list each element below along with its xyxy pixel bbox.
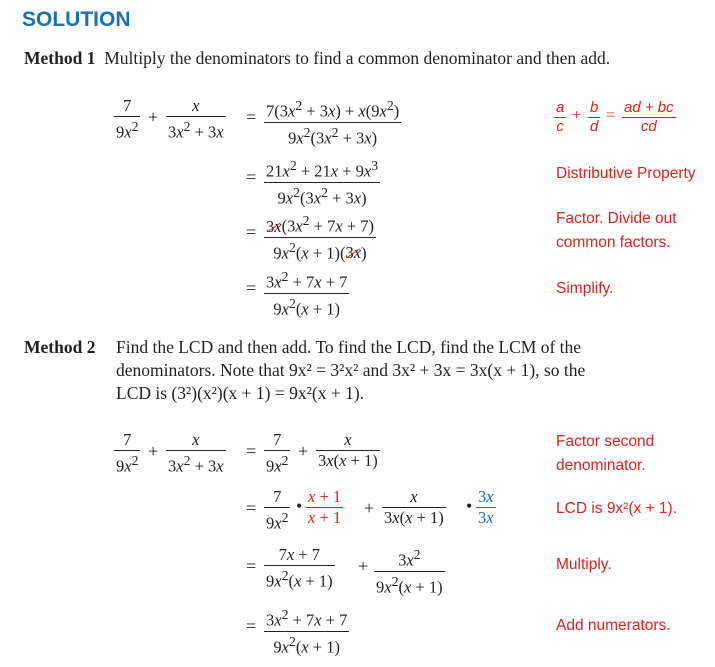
method1-text: Multiply the denominators to find a common denominator and then add. <box>104 48 611 68</box>
equals-sign: = <box>246 167 257 187</box>
m2-frac-3x2-over-lcd: $3x^2$ $9x^2(x + 1)$ <box>376 547 443 596</box>
m2-note-add: Add numerators. <box>556 617 671 634</box>
m2-frac-7-over-9x2-b: 7 $9x^2$ <box>266 430 289 476</box>
m1-note-simplify: Simplify. <box>556 280 614 297</box>
method2-text-line3: LCD is (3²)(x²)(x + 1) = 9x²(x + 1). <box>116 383 365 403</box>
m1-note-distributive: Distributive Property <box>556 165 696 182</box>
rule-frac-a-c: a c <box>556 99 565 135</box>
equals-sign: = <box>246 441 257 461</box>
m2-note-multiply: Multiply. <box>556 556 612 573</box>
plus-sign: + <box>298 441 309 461</box>
rule-equals: = <box>606 107 616 124</box>
m1-step4-fraction: $3x^2 + 7x + 7$ $9x^2(x + 1)$ <box>266 269 348 318</box>
dot-sign: • <box>466 496 473 516</box>
m2-frac-7-over-9x2-c: 7 $9x^2$ <box>266 487 289 533</box>
rule-frac-result: ad + bc cd <box>624 99 674 135</box>
equals-sign: = <box>246 107 257 127</box>
m2-step4-fraction: $3x^2 + 7x + 7$ $9x^2(x + 1)$ <box>266 607 348 656</box>
m1-frac-x-over-3x2-3x: x $3x^2 + 3x$ <box>168 96 224 142</box>
m2-frac-x-over-3x-x1-b: x 3x(x + 1) <box>384 487 444 527</box>
plus-sign: + <box>364 498 375 518</box>
m2-frac-7x7-over-lcd: 7x + 7 $9x^2(x + 1)$ <box>266 545 333 591</box>
m1-step1-fraction: $7(3x^2 + 3x) + x(9x^2)$ $9x^2(3x^2 + 3x)$ <box>266 98 400 147</box>
dot-sign: • <box>296 496 303 516</box>
equals-sign: = <box>246 222 257 242</box>
plus-sign: + <box>148 107 159 127</box>
method1-intro <box>24 47 610 70</box>
m2-frac-7-over-9x2: 7 $9x^2$ <box>116 430 139 476</box>
equals-sign: = <box>246 556 257 576</box>
plus-sign: + <box>148 441 159 461</box>
method2-text-line2: denominators. Note that 9x² = 3²x² and 3x² + 3x = 3x(x + 1), so the <box>116 360 586 380</box>
method2-intro <box>24 336 694 405</box>
m1-note-factor: Factor. Divide out common factors. <box>556 210 677 251</box>
equals-sign: = <box>246 278 257 298</box>
rule-frac-b-d: b d <box>590 99 599 135</box>
method2-text-line1: Find the LCD and then add. To find the LCD, find the LCM of the <box>116 337 582 357</box>
m1-frac-7-over-9x2: 7 $9x^2$ <box>116 96 139 142</box>
m2-frac-3x-over-3x: 3x 3x <box>478 487 494 527</box>
m2-frac-x-over-3x2-3x: x $3x^2 + 3x$ <box>168 430 224 476</box>
plus-sign: + <box>358 556 369 576</box>
m2-note-factor: Factor second denominator. <box>556 433 655 474</box>
equals-sign: = <box>246 498 257 518</box>
solution-heading: SOLUTION <box>22 8 131 31</box>
method1-label: Method 1 <box>24 48 96 68</box>
m2-frac-x-over-3x-x1: x 3x(x + 1) <box>318 430 378 470</box>
rule-plus: + <box>572 107 582 124</box>
equals-sign: = <box>246 616 257 636</box>
method2-label: Method 2 <box>24 337 96 357</box>
m2-frac-x1-over-x1: x + 1 x + 1 <box>308 487 342 527</box>
m1-step2-fraction: $21x^2 + 21x + 9x^3$ $9x^2(3x^2 + 3x)$ <box>266 158 379 207</box>
m1-step3-fraction: $3x(3x^2 + 7x + 7)$ $9x^2(x + 1)(3x)$ <box>266 213 374 262</box>
m2-note-lcd: LCD is 9x²(x + 1). <box>556 500 678 517</box>
